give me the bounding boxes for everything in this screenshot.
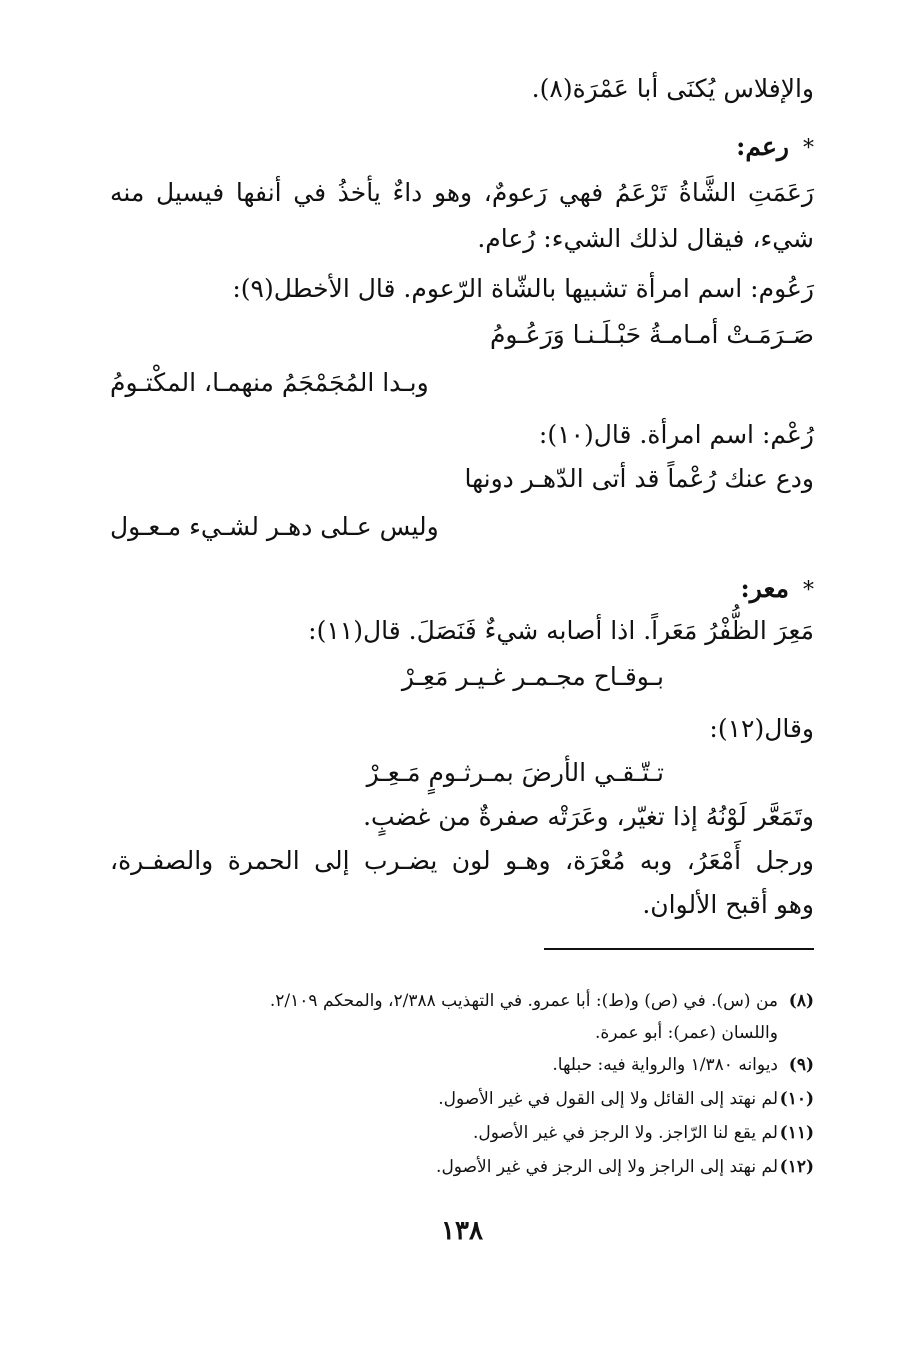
asterisk-icon: * — [803, 578, 814, 603]
verse-5: بـوقـاح مجـمـر غـيـر مَعِـرْ — [401, 662, 664, 691]
asterisk-icon: * — [803, 136, 814, 161]
footnote-11: (١١)لم يقع لنا الرّاجز. ولا الرجز في غير الأصول. — [472, 1123, 814, 1143]
footnote-9: (٩)ديوانه ١/٣٨٠ والرواية فيه: حبلها. — [552, 1055, 814, 1075]
text-line-2: رَعَمَتِ الشَّاةُ تَرْعَمُ فهي رَعومٌ، وهو داءٌ يأخذُ في أنفها فيسيل منه — [110, 178, 814, 207]
entry-heading-maar: *معر: — [740, 574, 814, 603]
text-line-6: مَعِرَ الظُّفْرُ مَعَراً. اذا أصابه شيءٌ فَنَصَلَ. قال(١١): — [308, 616, 814, 645]
verse-6: تـتّـقـي الأرضَ بمـرثـومٍ مَـعِـرْ — [366, 758, 664, 787]
footnote-8: (٨)من (س). في (ص) و(ط): أبا عمرو. في التهذيب ٢/٣٨٨، والمحكم ٢/١٠٩. — [269, 991, 814, 1011]
verse-3: ودع عنك رُعْماً قد أتى الدّهـر دونها — [464, 464, 814, 493]
page-number: ١٣٨ — [441, 1216, 483, 1246]
verse-1: صَـرَمَـتْ أمـامـةُ حَبْـلَـنـا وَرَعُـومُ — [489, 320, 814, 349]
entry-heading-raam: *رعم: — [736, 132, 814, 161]
text-line-7: وقال(١٢): — [709, 714, 814, 743]
footnote-12: (١٢)لم نهتد إلى الراجز ولا إلى الرجز في غير الأصول. — [436, 1157, 814, 1177]
verse-4: وليس عـلى دهـر لشـيء مـعـول — [110, 512, 439, 541]
footnote-10: (١٠)لم نهتد إلى القائل ولا إلى القول في غير الأصول. — [438, 1089, 814, 1109]
text-line-4: رَعُوم: اسم امرأة تشبيها بالشّاة الرّعوم. قال الأخطل(٩): — [232, 274, 814, 303]
footnote-8-continued: واللسان (عمر): أبو عمرة. — [594, 1023, 778, 1043]
text-line-9: ورجل أَمْعَرُ، وبه مُعْرَة، وهـو لون يضـرب إلى الحمرة والصفـرة، — [110, 846, 814, 875]
verse-2: وبـدا المُجَمْجَمُ منهمـا، المكْتـومُ — [110, 368, 429, 397]
footnote-separator — [544, 948, 814, 950]
text-line-5: رُعْم: اسم امرأة. قال(١٠): — [538, 420, 814, 449]
text-line-8: وتَمَعَّر لَوْنُهُ إذا تغيّر، وعَرَتْه صفرةٌ من غضبٍ. — [363, 802, 814, 831]
text-line-1: والإفلاس يُكنَى أبا عَمْرَة(٨). — [531, 74, 814, 103]
text-line-3: شيء، فيقال لذلك الشيء: رُعام. — [477, 224, 814, 253]
text-line-10: وهو أقبح الألوان. — [642, 890, 814, 919]
